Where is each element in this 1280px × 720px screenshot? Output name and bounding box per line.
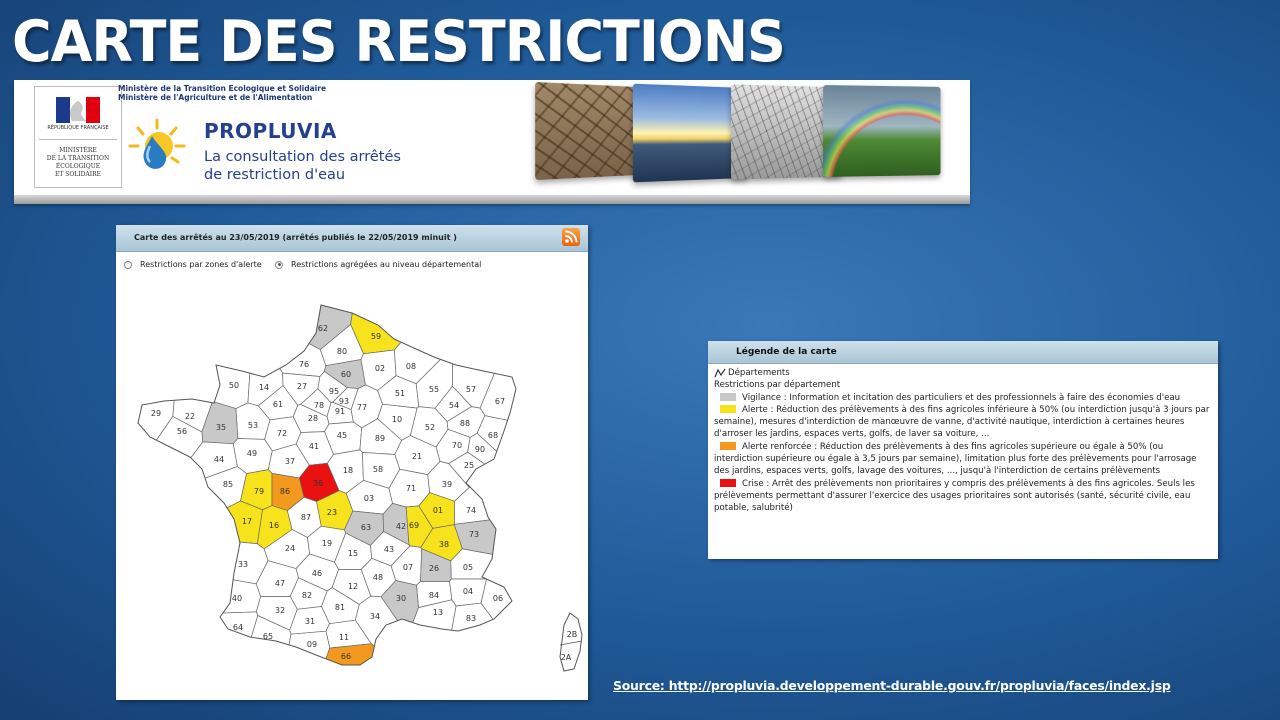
department-label-17: 17 [241,517,253,526]
brand-name: PROPLUVIA [204,119,337,143]
department-29[interactable] [116,273,178,499]
department-label-79: 79 [253,487,265,496]
department-label-70: 70 [451,441,463,450]
department-label-08: 08 [405,362,417,371]
sun-drop-icon [126,116,188,178]
department-05[interactable] [451,549,509,579]
department-label-55: 55 [428,385,440,394]
crise-swatch [720,479,736,487]
map-header-text: Carte des arrêtés au 23/05/2019 (arrêtés publiés le 22/05/2019 minuit ) [134,233,457,242]
option-departments[interactable] [275,260,481,269]
department-label-22: 22 [184,412,196,421]
department-label-54: 54 [448,401,460,410]
department-label-19: 19 [321,539,333,548]
department-label-88: 88 [459,419,471,428]
map-panel [116,225,588,700]
department-label-26: 26 [428,564,440,573]
department-label-28: 28 [307,414,319,423]
rss-icon[interactable] [562,228,580,246]
legend-crise-text: Crise : Arrêt des prélèvements non prioritaires y compris des prélèvements à des fins agricoles. Seuls les prélèvements permettant d'assurer l'exercice des usages prioritaires sont autorisés (santé, sécurité civile, eau potable, salubrité) [714,478,1195,514]
department-label-81: 81 [334,603,346,612]
slide-title: CARTE DES RESTRICTIONS [12,8,785,75]
department-label-49: 49 [246,449,258,458]
department-85[interactable] [116,467,247,547]
source-link[interactable]: Source: http://propluvia.developpement-durable.gouv.fr/propluvia/faces/index.jsp [613,678,1171,693]
department-label-02: 02 [374,364,386,373]
ministry-label: MINISTÈRE DE LA TRANSITION ÉCOLOGIQUE ET SOLIDAIRE [46,147,110,178]
department-label-01: 01 [432,506,444,515]
france-map [116,273,588,693]
department-label-29: 29 [150,409,162,418]
department-label-80: 80 [336,347,348,356]
department-66[interactable] [314,644,420,693]
department-label-77: 77 [356,403,368,412]
legend-header [708,341,1218,364]
legend-departements [714,367,1212,379]
department-label-86: 86 [279,487,291,496]
department-label-65: 65 [262,632,274,641]
option-departments-label: Restrictions agrégées au niveau départemental [291,260,482,269]
department-label-48: 48 [372,573,384,582]
department-label-37: 37 [284,457,296,466]
department-label-93: 93 [338,397,350,406]
map-legend [708,341,1218,559]
department-label-95: 95 [328,387,340,396]
department-label-06: 06 [492,594,504,603]
radio-departments[interactable] [275,261,283,269]
department-label-24: 24 [284,544,296,553]
department-label-46: 46 [311,569,323,578]
rainbow-photo [823,85,940,177]
department-label-87: 87 [300,513,312,522]
department-label-12: 12 [347,582,359,591]
department-label-73: 73 [468,530,480,539]
department-label-21: 21 [411,452,423,461]
department-label-60: 60 [340,370,352,379]
department-label-36: 36 [312,479,324,488]
department-label-38: 38 [438,540,450,549]
marianne-icon [56,97,100,123]
department-label-13: 13 [432,608,444,617]
department-label-45: 45 [336,431,348,440]
department-label-39: 39 [441,480,453,489]
department-label-07: 07 [402,563,414,572]
department-label-35: 35 [215,423,227,432]
alerte-swatch [720,405,736,413]
department-label-74: 74 [465,506,477,515]
department-label-31: 31 [304,617,316,626]
radio-zones[interactable] [124,261,132,269]
department-label-44: 44 [213,455,225,464]
department-label-85: 85 [222,480,234,489]
department-label-2A: 2A [560,653,572,662]
brand-tagline: La consultation des arrêtés de restriction d'eau [204,149,401,183]
department-label-90: 90 [474,445,486,454]
legend-vigilance-text: Vigilance : Information et incitation des particuliers et des professionnels à faire des économies d'eau [742,392,1181,403]
department-label-27: 27 [296,382,308,391]
department-label-42: 42 [395,522,407,531]
department-label-09: 09 [306,640,318,649]
department-label-03: 03 [363,494,375,503]
department-label-14: 14 [258,383,270,392]
department-label-33: 33 [237,560,249,569]
department-label-89: 89 [374,434,386,443]
ministry-line: Ministère de la Transition Ecologique et Solidaire [118,84,327,93]
alerte-renforcee-swatch [720,442,736,450]
department-label-76: 76 [298,360,310,369]
department-label-32: 32 [274,606,286,615]
department-label-64: 64 [232,623,244,632]
department-label-78: 78 [313,401,325,410]
legend-departements-label: Départements [728,368,790,378]
department-label-43: 43 [383,545,395,554]
legend-item-alerte [714,404,1212,441]
department-67[interactable] [480,273,588,437]
department-label-23: 23 [326,508,338,517]
propluvia-banner [14,80,970,204]
department-label-82: 82 [301,591,313,600]
department-label-40: 40 [231,594,243,603]
department-label-59: 59 [370,332,382,341]
department-label-56: 56 [176,427,188,436]
legend-item-crise [714,478,1212,515]
department-label-2B: 2B [566,630,578,639]
department-label-51: 51 [394,389,406,398]
department-label-52: 52 [424,423,436,432]
department-label-61: 61 [272,400,284,409]
department-label-58: 58 [372,465,384,474]
department-label-47: 47 [274,579,286,588]
department-label-67: 67 [494,397,506,406]
department-label-69: 69 [408,521,420,530]
option-zones[interactable] [124,260,262,269]
department-label-30: 30 [395,594,407,603]
department-label-11: 11 [338,633,350,642]
department-label-50: 50 [228,381,240,390]
department-line-icon [714,368,726,378]
department-label-57: 57 [465,385,477,394]
government-logo [34,86,122,188]
option-zones-label: Restrictions par zones d'alerte [140,260,262,269]
department-label-25: 25 [463,461,475,470]
department-label-04: 04 [462,587,474,596]
department-label-66: 66 [340,652,352,661]
department-label-68: 68 [487,431,499,440]
legend-alerte-text: Alerte : Réduction des prélèvements à des fins agricoles inférieure à 50% (ou interdiction jusqu'à 3 jours par semaine), mesures d'interdiction de manœuvre de vanne, d'activité nautique, interdiction à certaines heures d'arroser les jardins, espaces verts, golfs, de laver sa voiture, ... [714,404,1210,440]
department-label-05: 05 [462,563,474,572]
ministry-line: Ministère de l'Agriculture et de l'Alimentation [118,93,313,102]
department-label-62: 62 [317,324,329,333]
department-label-53: 53 [247,421,259,430]
legend-subtitle: Restrictions par département [714,380,841,391]
department-59[interactable] [351,273,461,354]
vigilance-swatch [720,393,736,401]
republique-francaise-label: RÉPUBLIQUE FRANÇAISE [47,125,109,131]
department-label-34: 34 [369,612,381,621]
department-label-91: 91 [334,407,346,416]
legend-item-vigilance [714,392,1212,404]
department-label-84: 84 [428,591,440,600]
department-label-18: 18 [342,466,354,475]
department-label-41: 41 [308,442,320,451]
department-label-83: 83 [465,614,477,623]
department-label-10: 10 [391,415,403,424]
legend-alerte-renforcee-text: Alerte renforcée : Réduction des prélèvements à des fins agricoles supérieure ou égale à 50% (ou interdiction supérieure ou égale à 3,5 jours par semaine), limitation plus forte des prélèvements pour l'arrosage des jardins, espaces verts, golfs, lavage des voitures, ..., jusqu'à l'interdiction de certains prélèvements [714,441,1197,477]
department-label-71: 71 [405,484,417,493]
map-header [116,225,588,252]
department-label-15: 15 [347,549,359,558]
department-label-72: 72 [276,429,288,438]
legend-item-alerte-renforcee [714,441,1212,478]
legend-title: Légende de la carte [736,347,837,357]
ministries-text [118,84,326,102]
department-label-16: 16 [268,521,280,530]
department-label-63: 63 [360,523,372,532]
